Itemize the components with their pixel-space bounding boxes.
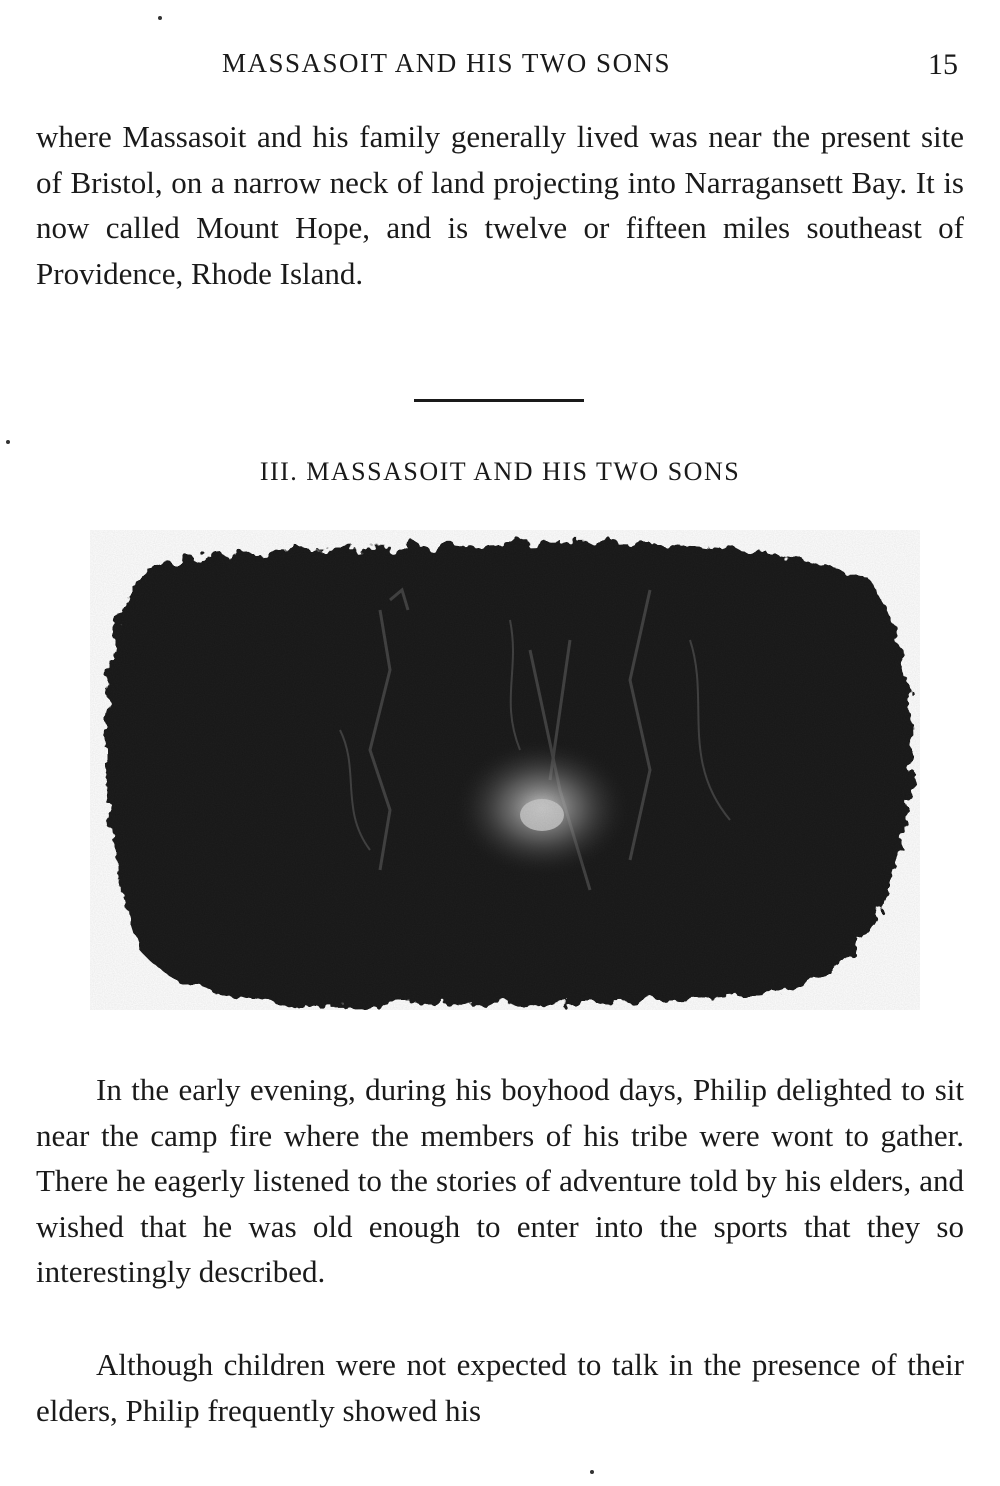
print-speck [158,16,162,20]
paragraph-elders: Although children were not expected to talk in the presence of their elders, Philip frequently showed his [36,1347,964,1428]
paragraph-campfire: In the early evening, during his boyhood days, Philip delighted to sit near the camp fire where the members of his tribe were wont to gather. There he eagerly listened to the stories of adventure told by his elders, and wished that he was old enough to enter into the sports that they so interestingly described. [36,1072,964,1289]
campfire-illustration-image [90,530,920,1010]
page-number: 15 [928,48,958,81]
section-divider [414,399,584,402]
campfire-illustration [90,530,920,1010]
section-heading: III. MASSASOIT AND HIS TWO SONS [259,457,741,486]
paragraph-continued: where Massasoit and his family generally lived was near the present site of Bristol, on a narrow neck of land projecting into Narragansett Bay. It is now called Mount Hope, and is twelve or fifteen miles southeast of Providence, Rhode Island. [36,119,964,291]
running-title: MASSASOIT AND HIS TWO SONS [222,48,672,78]
print-speck [6,440,10,444]
print-speck [590,1470,594,1474]
running-head [0,48,1000,88]
